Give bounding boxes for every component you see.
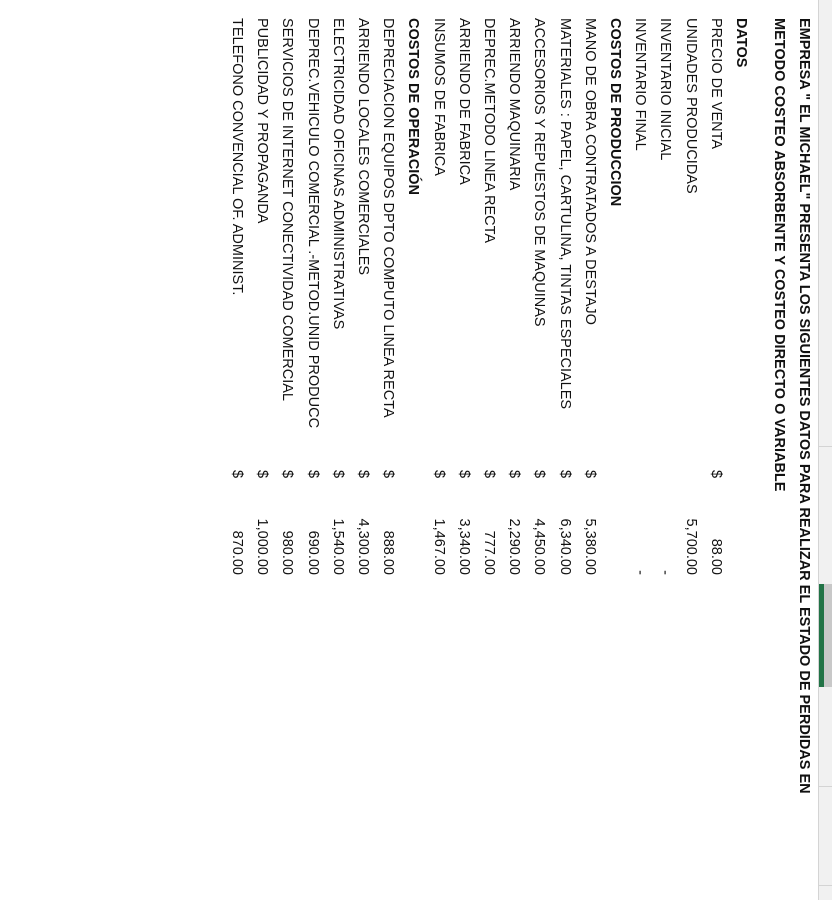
currency-symbol: $ <box>380 470 397 479</box>
table-row[interactable] <box>497 18 522 618</box>
row-value: 1,000.00 <box>254 518 271 575</box>
table-row[interactable] <box>296 18 321 618</box>
row-label: INVENTARIO INICIAL <box>657 18 674 161</box>
row-label: DEPRECIACION EQUIPOS DPTO COMPUTO LINEA RECTA <box>380 18 397 418</box>
row-value: 1,467.00 <box>430 518 447 575</box>
row-value: 2,290.00 <box>506 518 523 575</box>
section-header-row[interactable] <box>396 18 421 618</box>
row-label: INVENTARIO FINAL <box>632 18 649 151</box>
row-value: - <box>632 570 649 575</box>
row-value: 5,700.00 <box>682 518 699 575</box>
row-label: MANO DE OBRA CONTRATADOS A DESTAJO <box>581 18 598 325</box>
vertical-scrollbar[interactable] <box>818 0 832 900</box>
row-value: 870.00 <box>229 530 245 575</box>
row-label: UNIDADES PRODUCIDAS <box>682 18 699 194</box>
table-row[interactable] <box>548 18 573 618</box>
scrollbar-divider <box>819 786 832 787</box>
title-line-2: METODO COSTEO ABSORBENTE Y COSTEO DIRECTO O VARIABLE <box>771 18 787 492</box>
row-label: INSUMOS DE FABRICA <box>430 18 447 176</box>
title-line-1: EMPRESA " EL MICHAEL" PRESENTA LOS SIGUIENTES DATOS PARA REALIZAR EL ESTADO DE PERDIDAS EN <box>796 18 812 794</box>
row-value: 88.00 <box>707 538 724 575</box>
row-label: ELECTRICIDAD OFICINAS ADMINISTRATIVAS <box>329 18 346 330</box>
table-row[interactable] <box>648 18 673 618</box>
currency-symbol: $ <box>355 470 371 479</box>
row-value: 888.00 <box>380 530 397 575</box>
currency-symbol: $ <box>707 470 724 479</box>
currency-symbol: $ <box>581 470 598 479</box>
section-header-row[interactable] <box>598 18 623 618</box>
currency-symbol: $ <box>481 470 497 479</box>
section-label: COSTOS DE OPERACIÓN <box>405 18 422 195</box>
section-label: DATOS <box>733 18 749 68</box>
table-row[interactable] <box>245 18 270 618</box>
currency-symbol: $ <box>329 470 346 479</box>
row-label: ARRIENDO MAQUINARIA <box>506 18 523 191</box>
currency-symbol: $ <box>304 470 321 479</box>
table-row[interactable] <box>447 18 472 618</box>
row-label: MATERIALES : PAPEL, CARTULINA, TINTAS ESPECIALES <box>556 18 573 410</box>
row-value: 1,540.00 <box>329 518 346 575</box>
row-value: - <box>657 570 674 575</box>
table-row[interactable] <box>522 18 547 618</box>
row-value: 777.00 <box>481 530 497 575</box>
row-value: 980.00 <box>279 530 296 575</box>
table-row[interactable] <box>422 18 447 618</box>
currency-symbol: $ <box>455 470 472 479</box>
table-row[interactable] <box>270 18 295 618</box>
table-row[interactable] <box>674 18 699 618</box>
scrollbar-divider <box>819 885 832 886</box>
table-row[interactable] <box>321 18 346 618</box>
row-value: 690.00 <box>304 530 321 575</box>
row-value: 4,300.00 <box>355 518 371 575</box>
row-label: TELEFONO CONVENCIAL OF. ADMINIST. <box>229 18 245 296</box>
table-row[interactable] <box>371 18 396 618</box>
row-label: DEPREC.VEHICULO COMERCIAL .-METOD.UNID PRODUCC <box>304 18 321 429</box>
row-value: 6,340.00 <box>556 518 573 575</box>
table-row[interactable] <box>699 18 724 618</box>
section-header-row[interactable] <box>724 18 749 618</box>
section-label: COSTOS DE PRODUCCION <box>607 18 623 207</box>
scrollbar-accent <box>819 584 824 687</box>
row-value: 5,380.00 <box>581 518 598 575</box>
currency-symbol: $ <box>556 470 573 479</box>
row-value: 4,450.00 <box>531 518 548 575</box>
currency-symbol: $ <box>506 470 523 479</box>
table-row[interactable] <box>346 18 371 618</box>
row-label: ARRIENDO DE FABRICA <box>455 18 472 185</box>
row-label: DEPREC.METODO LINEA RECTA <box>481 18 497 244</box>
table-row[interactable] <box>472 18 497 618</box>
row-label: ACCESORIOS Y REPUESTOS DE MAQUINAS <box>531 18 548 327</box>
table-row[interactable] <box>623 18 648 618</box>
currency-symbol: $ <box>279 470 296 479</box>
currency-symbol: $ <box>254 470 271 479</box>
currency-symbol: $ <box>229 470 245 479</box>
table-row[interactable] <box>220 18 245 618</box>
row-label: SERVICIOS DE INTERNET CONECTIVIDAD COMERCIAL <box>279 18 296 401</box>
scrollbar-divider <box>819 446 832 447</box>
row-label: PRECIO DE VENTA <box>707 18 724 150</box>
table-row[interactable] <box>573 18 598 618</box>
row-value: 3,340.00 <box>455 518 472 575</box>
row-label: PUBLICIDAD Y PROPAGANDA <box>254 18 271 224</box>
currency-symbol: $ <box>531 470 548 479</box>
currency-symbol: $ <box>430 470 447 479</box>
row-label: ARRIENDO LOCALES COMERCIALES <box>355 18 371 276</box>
